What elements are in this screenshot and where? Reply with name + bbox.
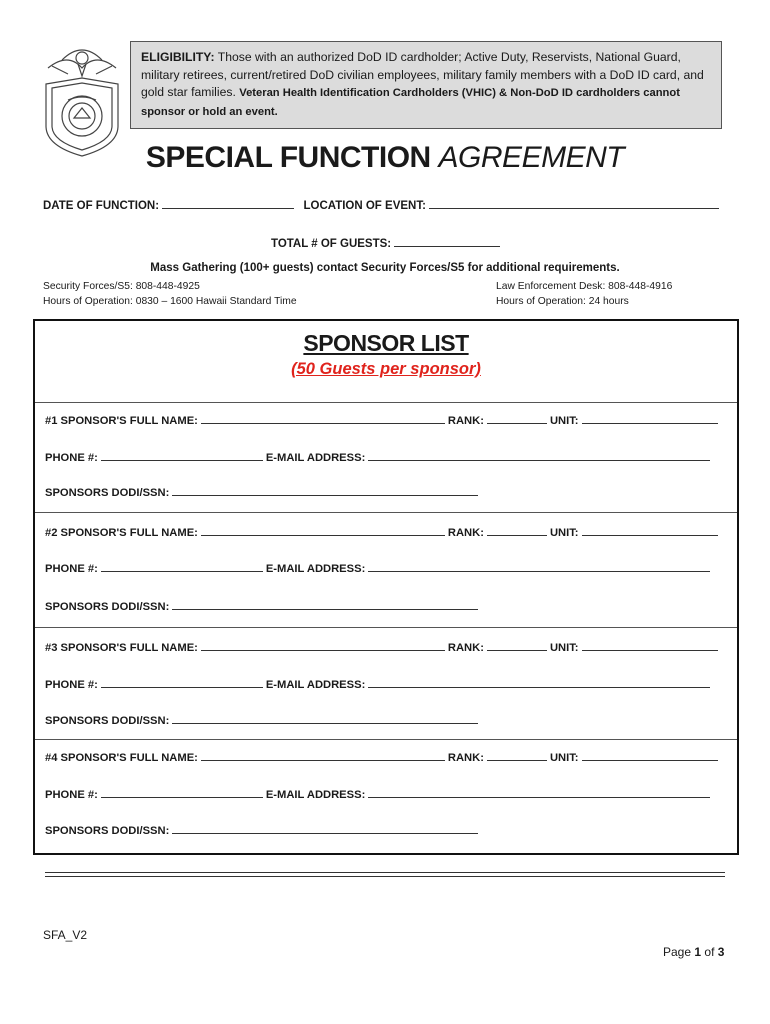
date-of-function-label: DATE OF FUNCTION: — [43, 200, 160, 212]
law-enforcement-hours: Hours of Operation: 24 hours — [496, 296, 629, 307]
unit-field[interactable] — [582, 640, 718, 651]
page-total: 3 — [717, 945, 725, 959]
phone-label: PHONE #: — [45, 452, 98, 464]
guests-per-sponsor: (50 Guests per sponsor) — [291, 360, 481, 378]
phone-field[interactable] — [101, 787, 263, 798]
phone-field[interactable] — [101, 677, 263, 688]
eligibility-label: ELIGIBILITY: — [141, 50, 215, 64]
rank-field[interactable] — [487, 413, 547, 424]
phone-field[interactable] — [101, 561, 263, 572]
phone-label: PHONE #: — [45, 679, 98, 691]
sponsor-name-field[interactable] — [201, 750, 445, 761]
unit-field[interactable] — [582, 413, 718, 424]
sponsor-list-title: SPONSOR LIST — [303, 330, 469, 356]
form-version: SFA_V2 — [43, 928, 88, 942]
dodi-ssn-field[interactable] — [172, 485, 478, 496]
phone-field[interactable] — [101, 450, 263, 461]
sponsor-list-header — [35, 321, 737, 403]
eligibility-text: Those with an authorized DoD ID cardholder; Active Duty, Reservists, National Guard, military retirees, current/retired DoD civilian employees, military family members with a DoD ID card, and gold star families. — [141, 50, 704, 99]
phone-label: PHONE #: — [45, 563, 98, 575]
dodi-ssn-label: SPONSORS DODI/SSN: — [45, 825, 170, 837]
phone-label: PHONE #: — [45, 789, 98, 801]
dodi-ssn-field[interactable] — [172, 823, 478, 834]
security-forces-hours: Hours of Operation: 0830 – 1600 Hawaii Standard Time — [43, 296, 297, 307]
total-guests-label: TOTAL # OF GUESTS: — [271, 238, 392, 250]
total-guests-field[interactable] — [394, 236, 500, 247]
mass-gathering-notice: Mass Gathering (100+ guests) contact Security Forces/S5 for additional requirements. — [150, 262, 620, 274]
rank-label: RANK: — [447, 752, 484, 764]
email-field[interactable] — [368, 561, 710, 572]
rank-label: RANK: — [447, 527, 484, 539]
sponsor-name-field[interactable] — [201, 640, 445, 651]
unit-label: UNIT: — [549, 642, 579, 654]
law-enforcement-phone: Law Enforcement Desk: 808-448-4916 — [496, 281, 673, 292]
sponsor-list-box — [33, 319, 739, 855]
unit-label: UNIT: — [549, 752, 579, 764]
rank-label: RANK: — [447, 415, 484, 427]
dodi-ssn-label: SPONSORS DODI/SSN: — [45, 601, 170, 613]
sponsor-name-label: #4 SPONSOR'S FULL NAME: — [45, 752, 198, 764]
dodi-ssn-label: SPONSORS DODI/SSN: — [45, 487, 170, 499]
rank-field[interactable] — [487, 750, 547, 761]
unit-label: UNIT: — [549, 527, 579, 539]
page-prefix: Page — [663, 945, 692, 959]
title-light: AGREEMENT — [438, 141, 625, 174]
rank-field[interactable] — [487, 640, 547, 651]
sponsor-section-4 — [35, 740, 737, 853]
page-number — [663, 945, 724, 959]
location-of-event-field[interactable] — [429, 198, 719, 209]
sponsor-name-label: #1 SPONSOR'S FULL NAME: — [45, 415, 198, 427]
rank-label: RANK: — [447, 642, 484, 654]
sponsor-name-label: #3 SPONSOR'S FULL NAME: — [45, 642, 198, 654]
page-current: 1 — [694, 945, 702, 959]
total-guests-row — [271, 236, 500, 250]
email-label: E-MAIL ADDRESS: — [265, 563, 366, 575]
unit-field[interactable] — [582, 525, 718, 536]
eligibility-box — [130, 41, 722, 129]
date-of-function-field[interactable] — [162, 198, 294, 209]
sponsor-name-field[interactable] — [201, 413, 445, 424]
sponsor-section-2 — [35, 513, 737, 628]
unit-label: UNIT: — [549, 415, 579, 427]
eligibility-restriction: Veteran Health Identification Cardholders (VHIC) & Non-DoD ID cardholders cannot sponsor or hold an event. — [141, 87, 680, 118]
email-field[interactable] — [368, 787, 710, 798]
title-bold: SPECIAL FUNCTION — [145, 141, 431, 174]
email-label: E-MAIL ADDRESS: — [265, 452, 366, 464]
unit-field[interactable] — [582, 750, 718, 761]
email-field[interactable] — [368, 677, 710, 688]
location-of-event-label: LOCATION OF EVENT: — [303, 200, 426, 212]
sponsor-section-1 — [35, 403, 737, 513]
dodi-ssn-field[interactable] — [172, 599, 478, 610]
sponsor-section-3 — [35, 628, 737, 740]
dodi-ssn-field[interactable] — [172, 713, 478, 724]
dodi-ssn-label: SPONSORS DODI/SSN: — [45, 715, 170, 727]
page-title — [0, 138, 770, 178]
rank-field[interactable] — [487, 525, 547, 536]
email-field[interactable] — [368, 450, 710, 461]
footer-divider — [45, 872, 725, 873]
sponsor-name-label: #2 SPONSOR'S FULL NAME: — [45, 527, 198, 539]
page-of: of — [704, 945, 715, 959]
function-details-row — [43, 198, 719, 212]
sponsor-name-field[interactable] — [201, 525, 445, 536]
security-forces-phone: Security Forces/S5: 808-448-4925 — [43, 281, 200, 292]
email-label: E-MAIL ADDRESS: — [265, 679, 366, 691]
email-label: E-MAIL ADDRESS: — [265, 789, 366, 801]
footer-divider-secondary — [45, 876, 725, 877]
